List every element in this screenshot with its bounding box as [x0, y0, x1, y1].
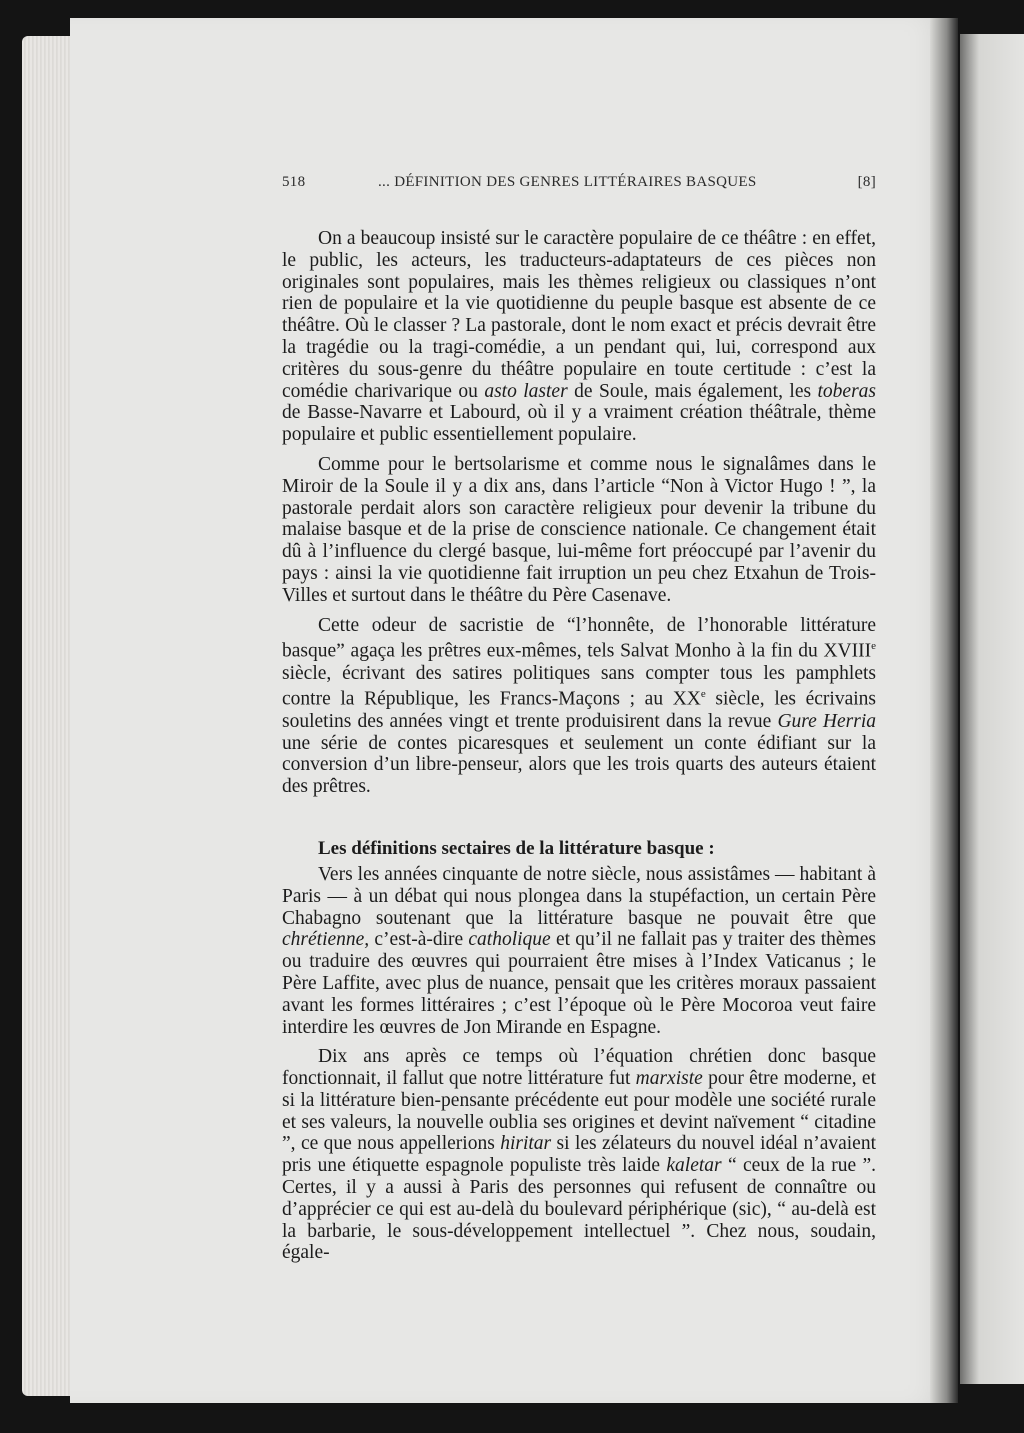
paragraph-3: Cette odeur de sacristie de “l’honnête, de l’honorable littérature basque” agaça les prêtres eux-mêmes, tels Salvat Monho à la fin du XVIIIe siècle, écrivant des satires politiques sans compter tous les pamphlets contre la République, les Francs-Maçons ; au XXe siècle, les écrivains souletins des années vingt et trente produisirent dans la revue Gure Herria une série de contes picaresques et seulement un conte édifiant sur la conversion d’un libre-penseur, alors que les trois quarts des auteurs étaient des prêtres.: [282, 614, 876, 798]
facing-page: [960, 34, 1024, 1384]
book-gutter: [930, 18, 958, 1403]
body-text: [282, 228, 876, 1272]
running-title: ... DÉFINITION DES GENRES LITTÉRAIRES BASQUES: [378, 174, 757, 190]
section-number: [8]: [857, 174, 876, 190]
running-header: [282, 174, 876, 198]
paragraph-4: Vers les années cinquante de notre siècle, nous assistâmes — habitant à Paris — à un débat qui nous plongea dans la stupéfaction, un certain Père Chabagno soutenant que la littérature basque ne pouvait être que chrétienne, c’est-à-dire catholique et qu’il ne fallait pas y traiter des thèmes ou traduire des œuvres qui pourraient être mises à l’Index Vaticanus ; le Père Laffite, avec plus de nuance, pensait que les critères moraux passaient avant les formes littéraires ; c’est l’époque où le Père Mocoroa veut faire interdire les œuvres de Jon Mirande en Espagne.: [282, 863, 876, 1038]
section-heading: Les définitions sectaires de la littérature basque :: [318, 837, 715, 859]
page-number: 518: [282, 174, 306, 190]
paragraph-2: Comme pour le bertsolarisme et comme nous le signalâmes dans le Miroir de la Soule il y a dix ans, dans l’article “Non à Victor Hugo ! ”, la pastorale perdait alors son caractère religieux pour devenir la tribune du malaise basque et de la prise de conscience nationale. Ce changement était dû à l’influence du clergé basque, lui-même fort préoccupé par l’avenir du pays : ainsi la vie quotidienne fait irruption un peu chez Etxahun de Trois-Villes et surtout dans le théâtre du Père Casenave.: [282, 453, 876, 606]
paragraph-1: On a beaucoup insisté sur le caractère populaire de ce théâtre : en effet, le public, les acteurs, les traducteurs-adaptateurs de ces pièces non originales sont populaires, mais les thèmes religieux ou classiques n’ont rien de populaire et la vie quotidienne du peuple basque est absente de ce théâtre. Où le classer ? La pastorale, dont le nom exact et précis devrait être la tragédie ou la tragi-comédie, a un pendant qui, lui, correspond aux critères du sous-genre du théâtre populaire en toute certitude : c’est la comédie charivarique ou asto laster de Soule, mais également, les toberas de Basse-Navarre et Labourd, où il y a vraiment création théâtrale, thème populaire et public essentiellement populaire.: [282, 228, 876, 446]
paragraph-5: Dix ans après ce temps où l’équation chrétien donc basque fonctionnait, il fallut que notre littérature fut marxiste pour être moderne, et si la littérature bien-pensante précédente eut pour modèle une société rurale et ses valeurs, la nouvelle oublia ses origines et devint naïvement “ citadine ”, ce que nous appellerions hiritar si les zélateurs du nouvel idéal n’avaient pris une étiquette espagnole populiste très laide kaletar “ ceux de la rue ”. Certes, il y a aussi à Paris des personnes qui refusent de connaître ou d’apprécier ce qui est au-delà du boulevard périphérique (sic), “ au-delà est la barbarie, le sous-développement intellectuel ”. Chez nous, soudain, égale-: [282, 1046, 876, 1264]
